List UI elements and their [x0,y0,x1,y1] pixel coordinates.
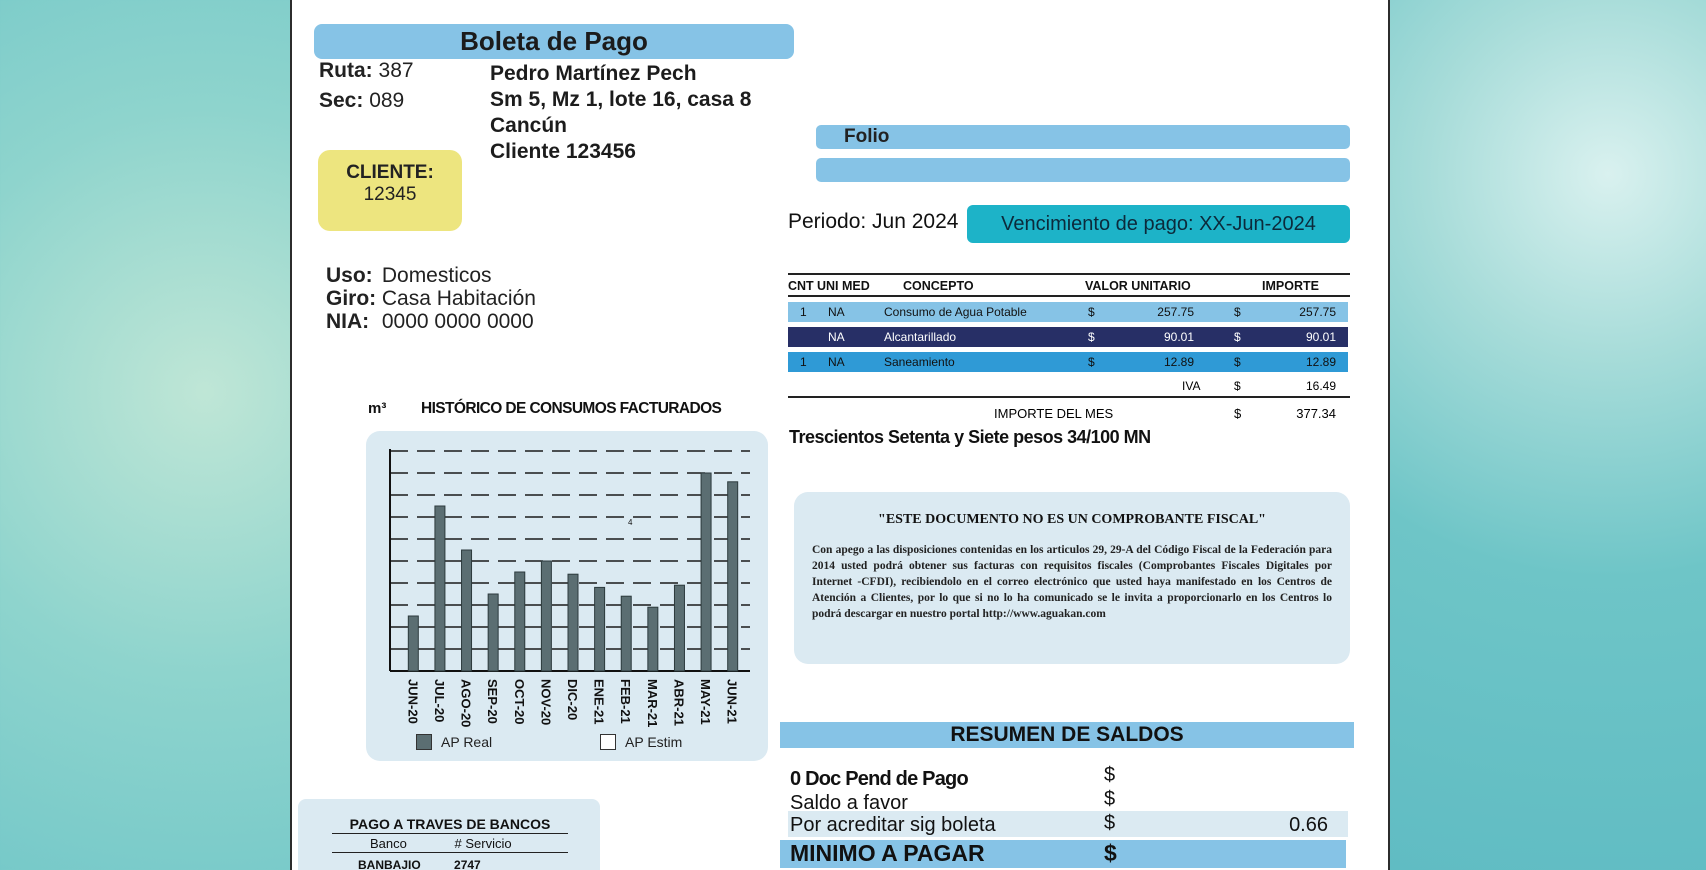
row-valor: 90.01 [1163,330,1194,344]
bar [595,587,605,671]
banks-row-servicio: 2747 [454,858,481,870]
client-box [318,150,462,231]
x-tick-label: SEP-20 [485,679,501,724]
banks-col-banco: Banco [370,836,407,851]
folio-band: Folio [816,125,1350,149]
bar [728,482,738,671]
customer-city: Cancún [490,114,568,137]
sec-field [319,89,404,113]
client-box-value: 12345 [363,184,417,205]
total-divider [788,396,1350,398]
vencimiento-badge: Vencimiento de pago: XX-Jun-2024 [967,205,1350,243]
x-tick-label: MAR-21 [644,679,660,728]
saldo-row-currency: $ [1104,788,1116,810]
page-title: Boleta de Pago [314,24,794,59]
row-cur1: $ [1088,330,1095,344]
concept-row [788,352,1348,372]
chart-title: HISTÓRICO DE CONSUMOS FACTURADOS [421,400,722,417]
x-tick-label: DIC-20 [565,679,580,721]
row-cur1: $ [1088,305,1095,319]
saldo-row-currency: $ [1104,764,1116,786]
customer-name: Pedro Martínez Pech [490,62,697,85]
nia-label: NIA: [326,310,370,333]
bar [435,506,445,671]
row-importe: 12.89 [1305,355,1336,369]
sec-label: Sec: [319,89,364,112]
giro-label: Giro: [326,287,377,310]
ruta-value: 387 [378,59,414,82]
row-valor: 12.89 [1163,355,1194,369]
concepts-table [788,273,1350,297]
col-importe: IMPORTE [1235,274,1350,296]
row-cnt: 1 [800,305,807,319]
saldo-row-label: Saldo a favor [790,792,908,814]
x-tick-label: JUN-20 [405,679,421,724]
legend-estim [600,734,682,750]
fiscal-notice-title: "ESTE DOCUMENTO NO ES UN COMPROBANTE FISCAL" [878,512,1266,527]
fiscal-notice-text: Con apego a las disposiciones contenidas en los articulos 29, 29-A del Código Fiscal de la Federación para 2014 usted podrá obtener sus facturas con requisitos fiscales (Comprobantes Fiscales Digitales por Internet -CFDI), recibiendolo en el correo electrónico que usted haya manifestado en los Centros de Atención a Clientes, por lo que si no lo ha comunicado se le invita a proporcionarlo en los Centros lo podrá descargar en nuestro portal http://www.aguakan.com [812,544,1332,620]
bar [674,585,684,671]
saldo-row-value: 0.66 [1289,814,1328,836]
banks-row-banco: BANBAJIO [358,858,421,870]
banks-title: PAGO A TRAVES DE BANCOS [332,816,568,834]
client-box-label: CLIENTE: [346,162,434,183]
row-cnt: 1 [800,355,807,369]
legend-real [416,734,492,750]
banks-col-servicio: # Servicio [454,836,512,851]
x-tick-label: JUL-20 [431,679,447,723]
row-uni: NA [828,330,845,344]
x-tick-label: ENE-21 [591,679,607,725]
row-concepto: Consumo de Agua Potable [884,305,1027,319]
concept-row [788,327,1348,347]
bar [488,594,498,671]
customer-address: Sm 5, Mz 1, lote 16, casa 8 [490,88,752,111]
consumption-chart [366,431,768,761]
legend-estim-swatch [600,734,616,750]
row-cur1: $ [1088,355,1095,369]
folio-value-band [816,158,1350,182]
importe-mes-value: 377.34 [1296,406,1336,421]
fiscal-notice [794,492,1350,664]
chart-unit-label: m³ [368,400,387,417]
x-tick-label: FEB-21 [618,679,634,724]
legend-real-swatch [416,734,432,750]
importe-mes-label: IMPORTE DEL MES [994,406,1114,421]
chart-annotation: 4 [628,518,633,527]
bar [701,473,711,671]
importe-mes-row [788,403,1348,425]
banks-row [358,858,481,870]
bar [462,550,472,671]
row-valor: 257.75 [1157,305,1194,319]
usage-info [326,264,536,333]
col-concepto: CONCEPTO [875,274,1045,296]
uso-value: Domesticos [381,264,492,287]
row-concepto: Saneamiento [884,355,955,369]
row-importe: 257.75 [1299,305,1336,319]
row-importe: 90.01 [1305,330,1336,344]
importe-mes-currency: $ [1234,406,1242,421]
minimo-label: MINIMO A PAGAR [790,840,985,866]
col-cnt: CNT [788,274,817,296]
x-tick-label: MAY-21 [698,679,714,725]
bar [515,572,525,671]
row-cur2: $ [1234,305,1241,319]
giro-value: Casa Habitación [381,287,536,310]
col-valor-unitario: VALOR UNITARIO [1045,274,1235,296]
bar [541,561,551,671]
customer-address-block [490,61,751,165]
periodo: Periodo: Jun 2024 [788,210,959,233]
row-cur2: $ [1234,330,1241,344]
nia-value: 0000 0000 0000 [381,310,534,333]
row-concepto: Alcantarillado [884,330,957,344]
bar [568,574,578,671]
iva-label: IVA [1182,379,1201,393]
background-glow [1380,0,1706,870]
ruta-field [319,59,414,83]
x-tick-label: NOV-20 [538,679,554,726]
concept-row [788,302,1348,322]
minimo-currency: $ [1104,840,1117,866]
row-uni: NA [828,305,845,319]
ruta-label: Ruta: [319,59,373,82]
bar [408,616,418,671]
legend-real-label: AP Real [441,734,493,750]
payment-slip [290,0,1390,870]
row-cur2: $ [1234,355,1241,369]
saldo-row-label: Por acreditar sig boleta [790,814,996,836]
bar [621,596,631,671]
col-uni-med: UNI MED [817,274,875,296]
legend-estim-label: AP Estim [625,734,683,750]
banks-header [332,836,568,853]
uso-label: Uso: [326,264,373,287]
saldo-row-currency: $ [1104,812,1116,834]
total-in-words: Trescientos Setenta y Siete pesos 34/100 MN [789,427,1151,447]
row-uni: NA [828,355,845,369]
x-tick-label: OCT-20 [511,679,527,725]
saldo-row-label: 0 Doc Pend de Pago [790,768,968,790]
x-tick-label: ABR-21 [671,679,687,726]
chart-panel [366,431,768,761]
bar [648,607,658,671]
x-tick-label: AGO-20 [458,679,474,728]
x-tick-label: JUN-21 [724,679,740,724]
iva-currency: $ [1234,379,1241,393]
customer-client-line: Cliente 123456 [490,140,636,163]
iva-row [788,376,1348,396]
resumen-title: RESUMEN DE SALDOS [780,722,1354,748]
sec-value: 089 [369,89,405,112]
iva-value: 16.49 [1305,379,1336,393]
